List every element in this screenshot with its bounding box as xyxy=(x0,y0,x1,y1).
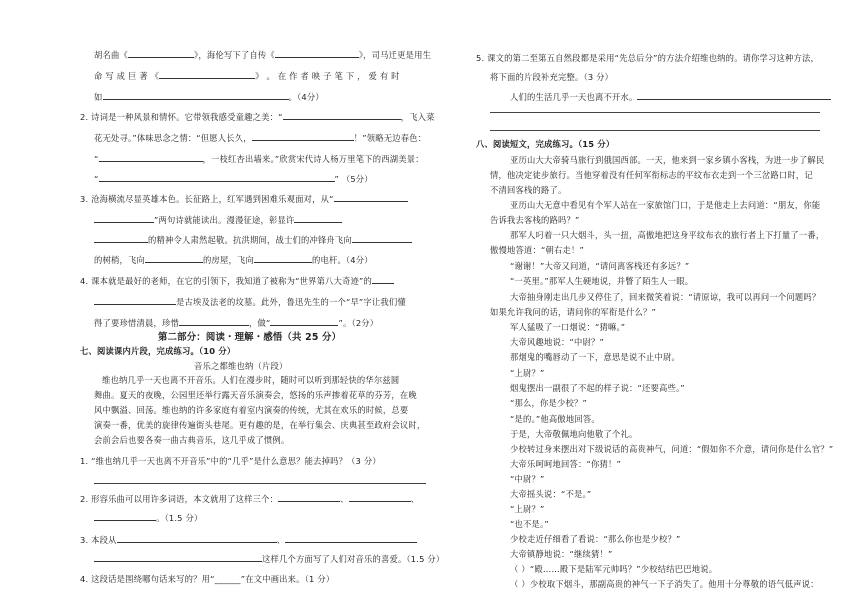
answer-blank[interactable] xyxy=(117,534,277,543)
story-line: 少校转过身来摆出对下级说话的高贵神气，问道：“假如你不介意，请问你是什么官？” xyxy=(510,444,834,454)
answer-blank[interactable] xyxy=(334,193,408,202)
passage-line: 演奏一番，优美的旋律传遍街头巷尾。更有趣的是，在举行集会、庆典甚至政府会议时， xyxy=(94,420,426,430)
intro-line-2: 命 写 成 巨 著 《 》 。 在 作 者 映 子 笔 下 ， 爱 有 时 xyxy=(94,71,400,81)
story-line: 告诉我去客栈的路吗？” xyxy=(490,215,580,225)
question-3-line-2: ”两句诗就能读出。漫漫征途，彰显许 xyxy=(94,214,342,226)
story-line: 傲慢地答道：“朝右走！” xyxy=(490,245,584,255)
question-4-line-1: 4. 课本就是最好的老师，在它的引领下，我知道了被称为“世界第八大奇迹”的 xyxy=(80,275,394,287)
answer-blank[interactable] xyxy=(285,534,417,543)
story-line: 少校走近仔细看了看说：“那么你也是少校？” xyxy=(510,534,681,544)
question-3-line-1: 3. 沧海横流尽显英雄本色。长征路上，红军遇到困难乐观面对，从“ xyxy=(80,193,408,205)
answer-blank[interactable] xyxy=(294,214,342,223)
answer-blank[interactable] xyxy=(103,91,289,100)
story-line: “上尉？” xyxy=(510,368,545,378)
answer-blank[interactable] xyxy=(254,254,312,263)
answer-blank[interactable] xyxy=(283,111,401,120)
passage-line: 风中飘溢、回荡。维也纳的许多家庭有着室内演奏的传统，尤其在欢乐的时候，总要 xyxy=(94,405,409,415)
passage-line: 会前会后也要各奏一曲古典音乐，这几乎成了惯例。 xyxy=(94,435,290,445)
part-2-title: 第二部分：阅读・理解・感悟（共 25 分） xyxy=(158,332,342,343)
story-line: 那烟鬼的嘴唇动了一下，意思是说不止中尉。 xyxy=(510,352,680,362)
answer-blank[interactable] xyxy=(278,493,340,502)
answer-line[interactable] xyxy=(490,112,820,113)
question-2-line-2: 花无处寻。”体味思念之情：“但愿人长久， ！”领略无边春色： xyxy=(94,133,427,143)
story-line: “也不是。” xyxy=(510,519,549,529)
question-4-line-2: 是古埃及法老的坟墓。此外，鲁迅先生的一个“早”字让我们懂 xyxy=(94,296,406,308)
story-answer-bracket-line[interactable]: （ ）“殿……殿下是陆军元帅吗？”少校结结巴巴地说。 xyxy=(510,564,718,574)
story-line: “是的。”他高傲地回答。 xyxy=(510,414,600,424)
section-8-title: 八、阅读短文，完成练习。（15 分） xyxy=(476,139,615,149)
story-line: 于是，大帝敬佩地向他敬了个礼。 xyxy=(510,429,638,439)
sub-question-2-line-2: 。（1.5 分） xyxy=(94,512,202,524)
sub-question-5-prompt: 人们的生活几乎一天也离不开水。 xyxy=(510,91,831,103)
answer-blank[interactable] xyxy=(252,132,354,141)
story-line: 大帝摇头说：“不是。” xyxy=(510,489,592,499)
story-line: “那么，你是少校？” xyxy=(510,398,587,408)
passage-line: 舞曲。夏天的夜晚，公园里还举行露天音乐演奏会，悠扬的乐声掺着花草的芬芳，在晚 xyxy=(94,390,417,400)
story-line: 大帝乐呵呵地回答：“你猜！” xyxy=(510,459,621,469)
story-line: “一英里。”那军人生硬地说，并瞥了陌生人一眼。 xyxy=(510,276,694,286)
question-2-line-4: “ ” （5分） xyxy=(94,174,373,184)
intro-line-3: 如 。（4分） xyxy=(94,92,324,102)
answer-blank[interactable] xyxy=(179,317,249,326)
question-2-line-1: 2. 诗词是一种风景和情怀。它带领我感受童趣之美：“ ，飞入菜 xyxy=(80,112,435,122)
passage-title: 音乐之都维也纳（片段） xyxy=(194,361,288,371)
story-answer-bracket-line[interactable]: （ ）少校取下烟斗，那副高贵的神气一下子消失了。他用十分尊敬的语气低声说： xyxy=(510,579,819,589)
sub-question-4: 4. 这段话是围绕哪句话来写的？用“______”在文中画出来。（1 分） xyxy=(80,574,335,584)
story-line: 大帝风趣地说：“中尉？” xyxy=(510,337,604,347)
story-line: “上尉？” xyxy=(510,504,545,514)
story-line: 不清回客栈的路了。 xyxy=(490,185,567,195)
answer-blank[interactable] xyxy=(275,49,359,58)
answer-line[interactable] xyxy=(94,483,426,484)
story-line: 亚历山大无意中看见有个军人站在一家旅馆门口，于是他走上去问道：“朋友，你能 xyxy=(510,200,821,210)
story-line: 大帝镇静地说：“继续猜！” xyxy=(510,549,613,559)
story-line: “谢谢！”大帝又问道，“请问离客栈还有多远？” xyxy=(510,261,690,271)
answer-blank[interactable] xyxy=(352,234,412,243)
answer-blank[interactable] xyxy=(94,234,148,243)
answer-blank[interactable] xyxy=(349,493,411,502)
sub-question-3: 3. 本段从 、 xyxy=(80,534,417,546)
question-3-line-3: 的精神令人肃然起敬。抗洪期间，战士们的冲锋舟飞向 xyxy=(94,234,412,246)
answer-blank[interactable] xyxy=(99,153,203,162)
answer-blank[interactable] xyxy=(94,512,156,521)
story-line: 情，他决定徒步旅行。当他穿着没有任何军衔标志的平纹布衣走到一个三岔路口时，记 xyxy=(490,170,813,180)
section-7-title: 七、阅读课内片段，完成练习。（10 分） xyxy=(80,346,236,356)
question-4-line-3: 得了要珍惜清晨，珍惜 ，做“ ”。（2分） xyxy=(94,318,379,328)
sub-question-5-line-1: 5. 课文的第二至第五自然段都是采用“先总后分”的方法介绍维也纳的。请你学习这种方法， xyxy=(476,53,820,63)
answer-blank[interactable] xyxy=(128,49,194,58)
answer-blank[interactable] xyxy=(94,296,176,305)
passage-line: 维也纳几乎一天也离不开音乐。人们在漫步时，随时可以听到那轻快的华尔兹圆 xyxy=(102,375,400,385)
question-2-line-3: “ ，一枝红杏出墙来。”欣赏宋代诗人杨万里笔下的西湖美景： xyxy=(94,154,424,164)
sub-question-1: 1. “维也纳几乎一天也离不开音乐”中的“几乎”是什么意思？能去掉吗？（3 分） xyxy=(80,456,381,466)
answer-blank[interactable] xyxy=(270,317,338,326)
answer-blank[interactable] xyxy=(94,214,154,223)
question-3-line-4: 的树梢，飞向 的房屋，飞向 的电杆。（4分） xyxy=(94,255,373,265)
story-line: 大帝抽身刚走出几步又停住了，回来微笑着说：“请原谅，我可以再问一个问题吗？ xyxy=(510,292,821,302)
story-line: “中尉？” xyxy=(510,474,545,484)
story-line: 军人猛吸了一口烟说：“猜嘛。” xyxy=(510,322,626,332)
sub-question-3-line-2: 这样几个方面写了人们对音乐的喜爱。（1.5 分） xyxy=(94,553,444,565)
answer-blank[interactable] xyxy=(637,91,831,100)
story-line: 那军人叼着一只大烟斗，头一扭，高傲地把这身平纹布衣的旅行者上下打量了一番， xyxy=(510,230,825,240)
sub-question-2: 2. 形容乐曲可以用许多词语，本文就用了这样三个： 、 、 xyxy=(80,494,420,504)
answer-blank[interactable] xyxy=(159,70,255,79)
story-line: 烟鬼摆出一副很了不起的样子说：“还要高些。” xyxy=(510,383,685,393)
answer-blank[interactable] xyxy=(99,173,335,182)
answer-blank[interactable] xyxy=(94,553,262,562)
answer-blank[interactable] xyxy=(372,275,394,284)
answer-blank[interactable] xyxy=(145,254,203,263)
sub-question-5-line-2: 将下面的片段补充完整。（3 分） xyxy=(490,72,614,82)
answer-line[interactable] xyxy=(490,130,820,131)
story-line: 如果允许我问的话，请问你的军衔是什么？” xyxy=(490,307,656,317)
story-line: 亚历山大大帝骑马旅行到俄国西部。一天，他来到一家乡镇小客栈，为进一步了解民 xyxy=(510,155,825,165)
intro-line-1: 胡名曲《 》，海伦写下了自传《 》，司马迁更是用生 xyxy=(94,50,432,60)
